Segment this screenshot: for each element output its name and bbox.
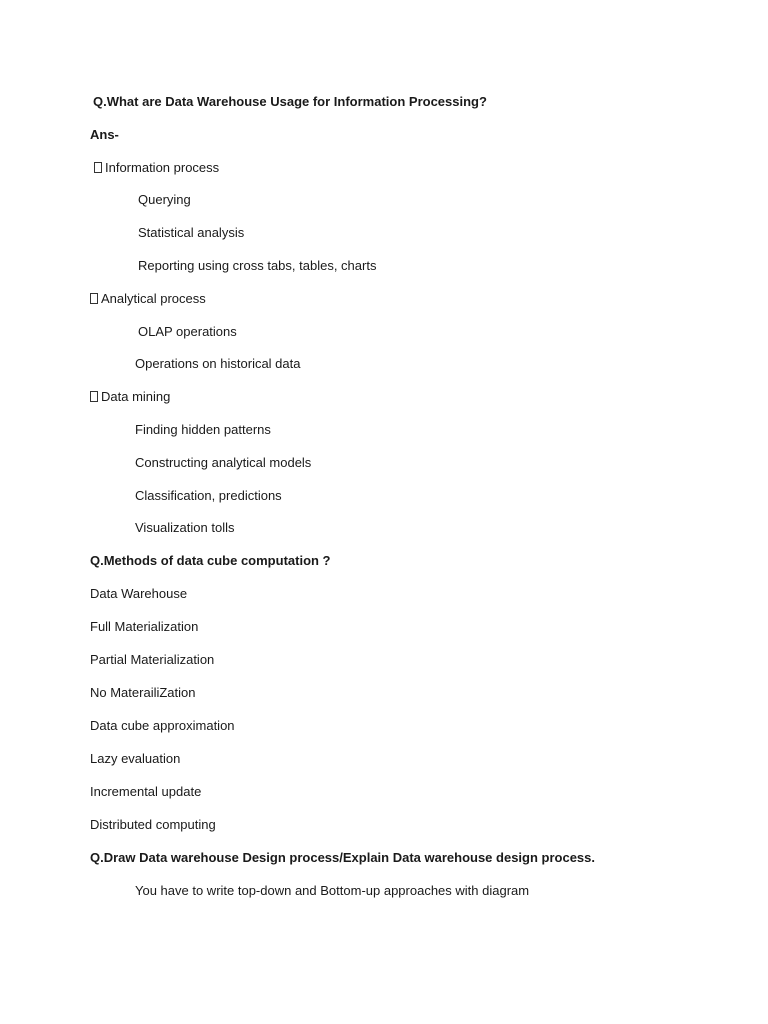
list-item: No MaterailiZation (90, 685, 196, 700)
bullet-label: Data mining (101, 389, 171, 404)
question-2-title: Q.Methods of data cube computation ? (90, 553, 331, 568)
list-item: Full Materialization (90, 619, 199, 634)
list-item: Visualization tolls (135, 520, 235, 535)
bullet-label: Analytical process (101, 291, 206, 306)
list-item: Data Warehouse (90, 586, 188, 601)
list-item: Finding hidden patterns (135, 422, 271, 437)
bullet-glyph-icon (90, 391, 98, 402)
question-3-note: You have to write top-down and Bottom-up approaches with diagram (135, 883, 530, 898)
list-item: Statistical analysis (138, 225, 245, 240)
list-item: Incremental update (90, 784, 202, 799)
list-item: OLAP operations (138, 324, 237, 339)
list-item: Distributed computing (90, 817, 216, 832)
list-item: Operations on historical data (135, 356, 301, 371)
bullet-glyph-icon (94, 162, 102, 173)
question-3-title: Q.Draw Data warehouse Design process/Explain Data warehouse design process. (90, 850, 596, 865)
bullet-data-mining (90, 389, 170, 405)
list-item: Classification, predictions (135, 488, 282, 503)
question-1-title: Q.What are Data Warehouse Usage for Information Processing? (93, 94, 487, 109)
list-item: Lazy evaluation (90, 751, 181, 766)
answer-label: Ans- (90, 127, 119, 142)
bullet-information-process (94, 160, 219, 176)
list-item: Querying (138, 192, 191, 207)
bullet-label: Information process (105, 160, 220, 175)
list-item: Data cube approximation (90, 718, 235, 733)
list-item: Reporting using cross tabs, tables, charts (138, 258, 377, 273)
bullet-glyph-icon (90, 293, 98, 304)
list-item: Constructing analytical models (135, 455, 312, 470)
bullet-analytical-process (90, 291, 206, 307)
list-item: Partial Materialization (90, 652, 215, 667)
